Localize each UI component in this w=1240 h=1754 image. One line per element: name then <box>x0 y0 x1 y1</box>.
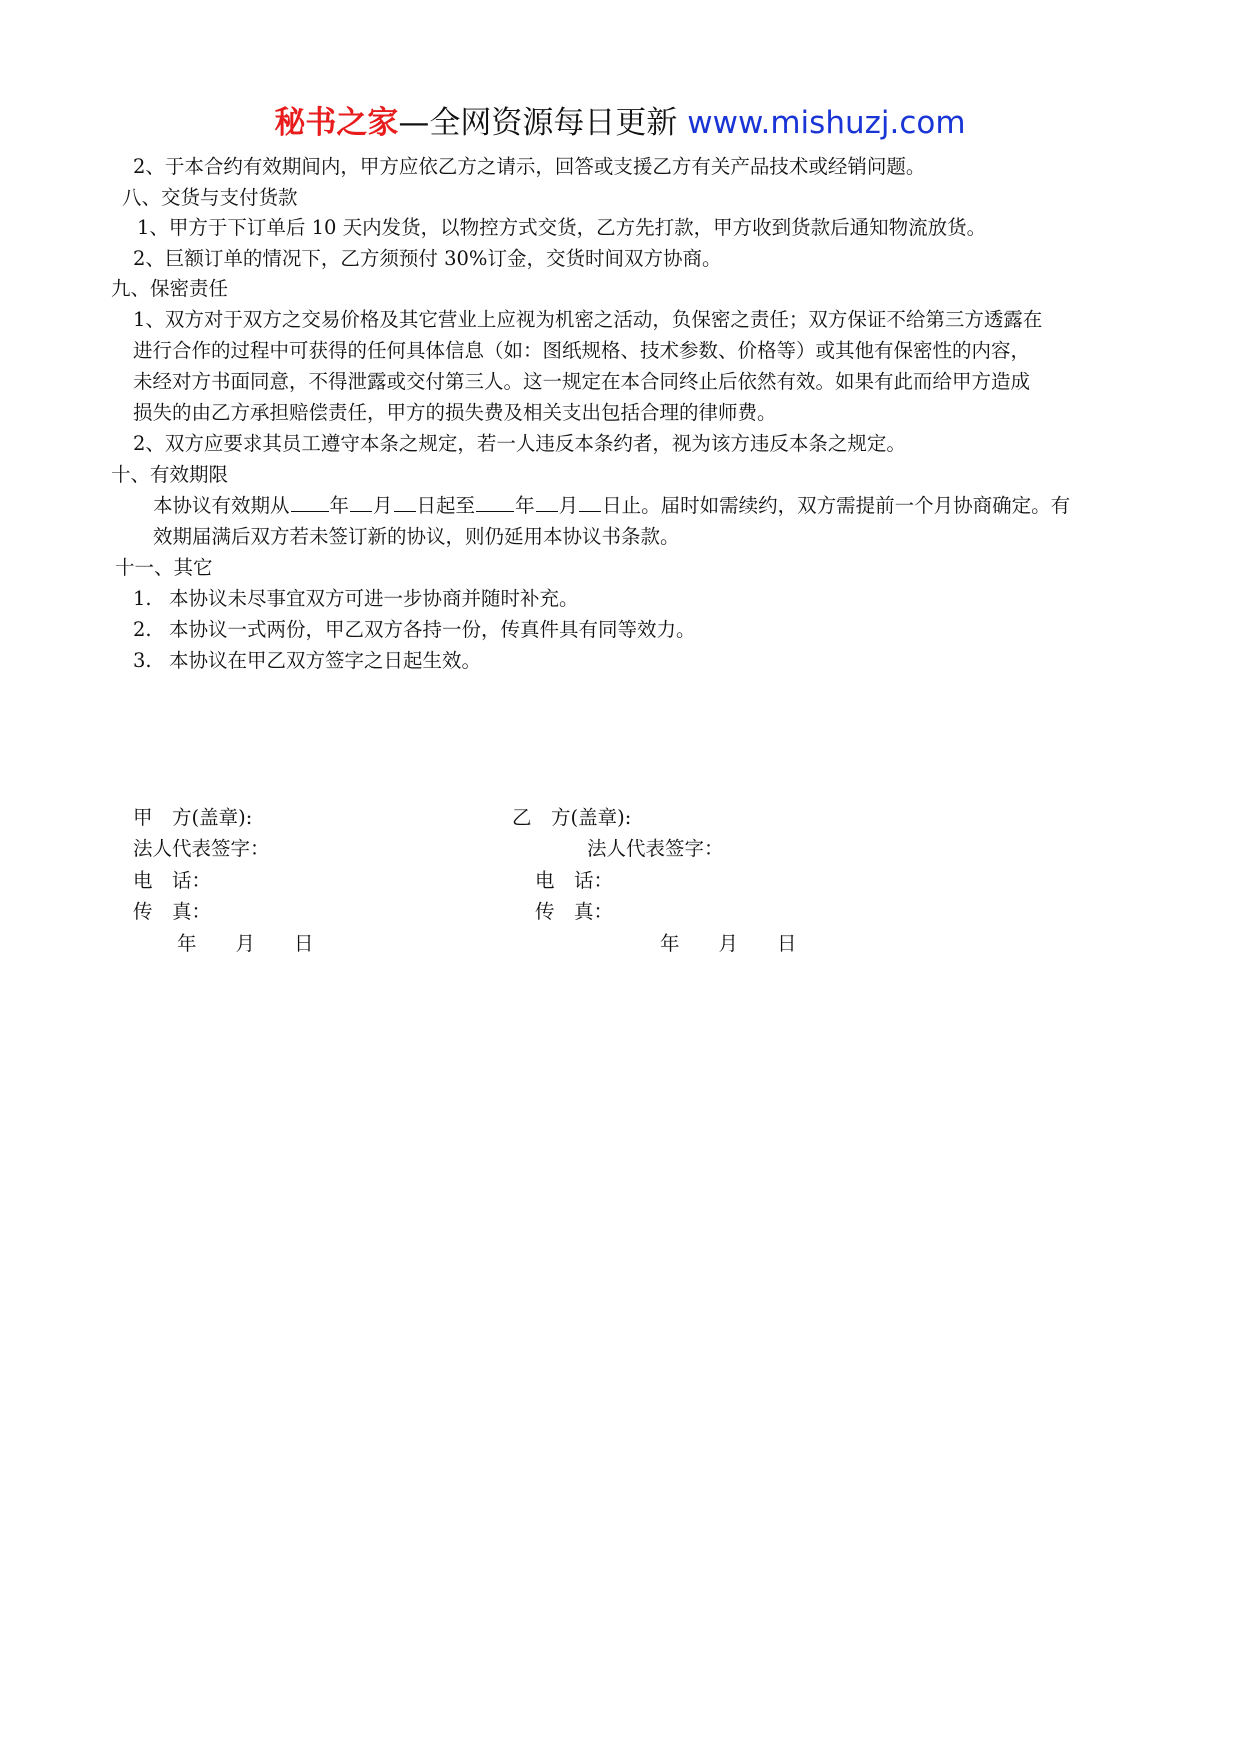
list-item-number: 2. <box>133 618 152 641</box>
clause-9-1-line-4: 损失的由乙方承担赔偿责任，甲方的损失费及相关支出包括合理的律师费。 <box>133 401 777 424</box>
start-year-label: 年 <box>329 494 350 517</box>
party-a-tel-label: 电 话： <box>133 869 212 892</box>
list-item-number: 3. <box>133 649 152 672</box>
start-month-blank[interactable] <box>350 491 372 512</box>
end-year-blank[interactable] <box>476 491 514 512</box>
clause-10-line-1 <box>153 491 1070 521</box>
end-day-blank[interactable] <box>579 491 601 512</box>
section-11-title: 十一、其它 <box>115 556 213 579</box>
list-item-text: 本协议未尽事宜双方可进一步协商并随时补充。 <box>169 587 579 610</box>
validity-renewal-text: 日止。届时如需续约，双方需提前一个月协商确定。有 <box>602 494 1071 517</box>
clause-8-2: 2、巨额订单的情况下，乙方须预付 30%订金，交货时间双方协商。 <box>133 247 722 270</box>
section-10-title: 十、有效期限 <box>111 463 229 486</box>
party-b-rep-label: 法人代表签字： <box>587 837 724 860</box>
end-month-label: 月 <box>558 494 579 517</box>
site-brand: 秘书之家 <box>274 105 399 141</box>
clause-10-line-2: 效期届满后双方若未签订新的协议，则仍延用本协议书条款。 <box>153 525 680 548</box>
clause-9-2: 2、双方应要求其员工遵守本条之规定，若一人违反本条约者，视为该方违反本条之规定。 <box>133 432 906 455</box>
start-day-blank[interactable] <box>394 491 416 512</box>
party-b-date-label: 年 月 日 <box>660 932 797 955</box>
clause-7-2: 2、于本合约有效期间内，甲方应依乙方之请示，回答或支援乙方有关产品技术或经销问题。 <box>133 155 926 178</box>
list-item-text: 本协议一式两份，甲乙双方各持一份，传真件具有同等效力。 <box>169 618 696 641</box>
party-b-seal-label: 乙 方(盖章): <box>512 806 632 829</box>
party-b-fax-label: 传 真： <box>535 900 614 923</box>
clause-8-1: 1、甲方于下订单后 10 天内发货，以物控方式交货，乙方先打款，甲方收到货款后通知物流放货。 <box>137 216 987 239</box>
party-a-rep-label: 法人代表签字： <box>133 837 270 860</box>
section-9-title: 九、保密责任 <box>111 277 229 300</box>
section-8-title: 八、交货与支付货款 <box>122 186 298 209</box>
start-month-label: 月 <box>373 494 393 517</box>
site-header <box>0 100 1240 146</box>
list-item-number: 1. <box>133 587 152 610</box>
party-a-seal-label: 甲 方(盖章): <box>133 806 253 829</box>
clause-9-1-line-1: 1、双方对于双方之交易价格及其它营业上应视为机密之活动，负保密之责任；双方保证不给第三方透露在 <box>133 308 1043 331</box>
clause-9-1-line-2: 进行合作的过程中可获得的任何具体信息（如：图纸规格、技术参数、价格等）或其他有保密性的内容， <box>133 339 1031 362</box>
list-item <box>133 584 579 614</box>
validity-from-text: 本协议有效期从 <box>153 494 290 517</box>
list-item <box>133 615 696 645</box>
party-a-fax-label: 传 真： <box>133 900 212 923</box>
list-item-text: 本协议在甲乙双方签字之日起生效。 <box>169 649 482 672</box>
site-slogan: —全网资源每日更新 <box>398 105 688 141</box>
party-b-tel-label: 电 话： <box>535 869 614 892</box>
list-item <box>133 646 481 676</box>
site-url-link[interactable]: www.mishuzj.com <box>687 105 966 141</box>
start-year-blank[interactable] <box>291 491 329 512</box>
party-a-date-label: 年 月 日 <box>177 932 314 955</box>
end-year-label: 年 <box>515 494 535 517</box>
end-month-blank[interactable] <box>536 491 558 512</box>
validity-to-text: 日起至 <box>416 494 476 517</box>
clause-9-1-line-3: 未经对方书面同意，不得泄露或交付第三人。这一规定在本合同终止后依然有效。如果有此而给甲方造成 <box>133 370 1031 393</box>
